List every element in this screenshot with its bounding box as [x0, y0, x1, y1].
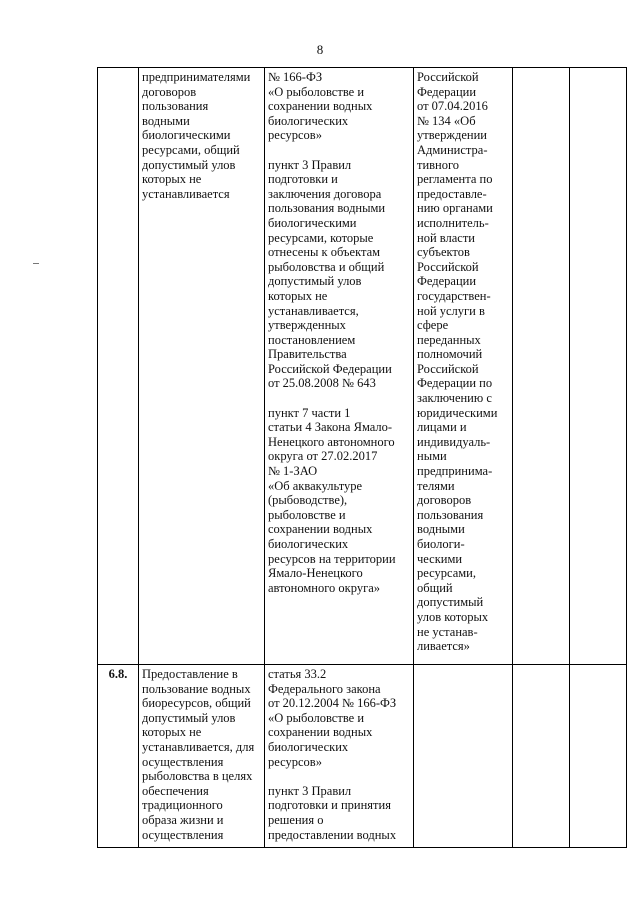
row-number-cell: 6.8. — [98, 665, 139, 848]
table-row — [98, 665, 627, 848]
empty-cell — [570, 68, 627, 665]
table-row — [98, 68, 627, 665]
empty-cell — [513, 68, 570, 665]
legal-basis-cell: № 166-ФЗ «О рыболовстве и сохранении водных биологических ресурсов» пункт 3 Правил подготовки и заключения договора пользования водными биологическими ресурсами, которые отнесены к объектам рыболовства и общий допустимый улов которых не устанавливается, утвержденных постановлением Правительства Российской Федерации от 25.08.2008 № 643 пункт 7 части 1 статьи 4 Закона Ямало- Ненецкого автономного округа от 27.02.2017 № 1-ЗАО «Об аквакультуре (рыбоводстве), рыболовстве и сохранении водных биологических ресурсов на территории Ямало-Ненецкого автономного округа» — [265, 68, 414, 665]
service-name-cell: предпринимателями договоров пользования водными биологическими ресурсами, общий допустимый улов которых не устанавливается — [139, 68, 265, 665]
services-table — [97, 67, 627, 848]
regulation-cell — [414, 665, 513, 848]
page-number: 8 — [316, 42, 324, 57]
margin-mark — [33, 263, 39, 264]
service-name-cell: Предоставление в пользование водных биоресурсов, общий допустимый улов которых не устанавливается, для осуществления рыболовства в целях обеспечения традиционного образа жизни и осуществления — [139, 665, 265, 848]
row-number-cell — [98, 68, 139, 665]
legal-basis-cell: статья 33.2 Федерального закона от 20.12.2004 № 166-ФЗ «О рыболовстве и сохранении водных биологических ресурсов» пункт 3 Правил подготовки и принятия решения о предоставлении водных — [265, 665, 414, 848]
empty-cell — [513, 665, 570, 848]
empty-cell — [570, 665, 627, 848]
regulation-cell: Российской Федерации от 07.04.2016 № 134 «Об утверждении Администра- тивного регламента по предоставле- нию органами исполнитель- ной власти субъектов Российской Федерации государствен- ной услуги в сфере переданных полномочий Российской Федерации по заключению с юридическими лицами и индивидуаль- ными предпринима- телями договоров пользования водными биологи- ческими ресурсами, общий допустимый улов которых не устанав- ливается» — [414, 68, 513, 665]
